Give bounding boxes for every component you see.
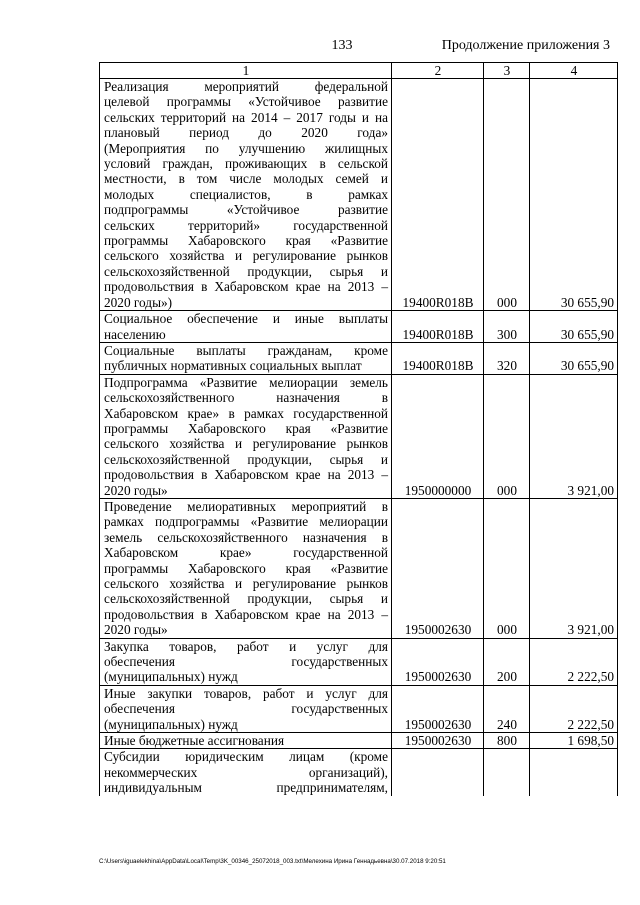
- row-name-line: обеспечения государственных: [104, 654, 388, 670]
- row-name-line: продовольствия в Хабаровском крае на 2013 –: [104, 467, 388, 483]
- row-code-cell: 19400R018B: [392, 79, 484, 311]
- row-name-line: Субсидии юридическим лицам (кроме: [104, 749, 388, 765]
- row-type-cell: 320: [484, 342, 530, 374]
- row-name-line: сельского хозяйства и регулирование рынков: [104, 436, 388, 452]
- footer-file-path: C:\Users\iguaelekhina\AppData\Local\Temp\3K_00346_25072018_003.txt\Мелехина Ирина Геннадьевна\30.07.2018 9:20:51: [99, 858, 446, 865]
- row-name-line: населению: [104, 326, 166, 342]
- table-row: [100, 638, 618, 685]
- row-name-line: Хабаровском крае» государственной: [104, 545, 388, 561]
- row-sum-cell: 3 921,00: [530, 374, 618, 498]
- row-name-line: (муниципальных) нужд: [104, 716, 238, 732]
- row-name-line: программы Хабаровского края «Развитие: [104, 560, 388, 576]
- table-body: [100, 79, 618, 796]
- row-sum-cell: 2 222,50: [530, 638, 618, 685]
- table-row: [100, 79, 618, 311]
- row-name-line: земель сельскохозяйственного назначения в: [104, 529, 388, 545]
- table-row: [100, 374, 618, 498]
- column-header-1: 1: [100, 63, 392, 79]
- row-type-cell: 300: [484, 311, 530, 343]
- row-type-cell: 800: [484, 733, 530, 749]
- row-code-cell: 1950000000: [392, 374, 484, 498]
- row-name-line: программы Хабаровского края «Развитие: [104, 420, 388, 436]
- row-sum-cell: 30 655,90: [530, 79, 618, 311]
- row-name-line: сельских территорий на 2014 – 2017 годы и на: [104, 109, 388, 125]
- row-type-cell: 000: [484, 374, 530, 498]
- table-row: [100, 685, 618, 732]
- table-row: [100, 342, 618, 374]
- row-name-cell: [100, 342, 392, 374]
- row-name-cell: [100, 311, 392, 343]
- budget-table: [99, 62, 618, 796]
- row-name-line: (Мероприятия по улучшению жилищных: [104, 140, 388, 156]
- row-sum-cell: 1 698,50: [530, 733, 618, 749]
- row-name-line: сельского хозяйства и регулирование рынков: [104, 576, 388, 591]
- row-name-line: сельскохозяйственной продукции, сырья и: [104, 263, 388, 279]
- row-name-line: продовольствия в Хабаровском крае на 2013 –: [104, 606, 388, 622]
- column-header-2: 2: [392, 63, 484, 79]
- row-code-cell: 1950002630: [392, 638, 484, 685]
- row-name-cell: [100, 374, 392, 498]
- row-name-line: молодых специалистов, в рамках: [104, 186, 388, 202]
- row-name-line: обеспечения государственных: [104, 701, 388, 717]
- row-name-line: сельского хозяйства и регулирование рынков: [104, 248, 388, 264]
- column-header-3: 3: [484, 63, 530, 79]
- row-name-line: сельскохозяйственной продукции, сырья и: [104, 451, 388, 467]
- row-sum-cell: 30 655,90: [530, 342, 618, 374]
- row-name-line: Подпрограмма «Развитие мелиорации земель: [104, 374, 388, 390]
- row-name-line: публичных нормативных социальных выплат: [104, 358, 362, 374]
- row-name-line: Иные бюджетные ассигнования: [104, 733, 285, 749]
- row-name-line: Социальные выплаты гражданам, кроме: [104, 342, 388, 358]
- row-name-line: Реализация мероприятий федеральной: [104, 79, 388, 94]
- row-sum-cell: 3 921,00: [530, 498, 618, 638]
- row-sum-cell: 2 222,50: [530, 685, 618, 732]
- row-name-line: рамках подпрограммы «Развитие мелиорации: [104, 514, 388, 530]
- row-name-line: программы Хабаровского края «Развитие: [104, 233, 388, 249]
- row-name-line: Закупка товаров, работ и услуг для: [104, 638, 388, 654]
- row-name-cell: [100, 79, 392, 311]
- row-code-cell: 1950002630: [392, 498, 484, 638]
- row-name-line: 2020 годы»: [104, 622, 168, 638]
- page-number: 133: [331, 38, 353, 53]
- row-name-line: продовольствия в Хабаровском крае на 2013 –: [104, 279, 388, 295]
- row-name-line: Иные закупки товаров, работ и услуг для: [104, 685, 388, 701]
- table-row: [100, 498, 618, 638]
- row-name-line: условий граждан, проживающих в сельской: [104, 156, 388, 172]
- row-name-line: Социальное обеспечение и иные выплаты: [104, 311, 388, 327]
- row-name-line: 2020 годы»): [104, 294, 173, 310]
- row-code-cell: 19400R018B: [392, 311, 484, 343]
- row-code-cell: 19400R018B: [392, 342, 484, 374]
- row-sum-cell: [530, 749, 618, 796]
- row-sum-cell: 30 655,90: [530, 311, 618, 343]
- row-name-line: сельскохозяйственной продукции, сырья и: [104, 591, 388, 607]
- row-name-cell: [100, 685, 392, 732]
- appendix-title: Продолжение приложения 3: [441, 38, 610, 53]
- row-name-line: сельскохозяйственного назначения в: [104, 390, 388, 406]
- row-name-line: целевой программы «Устойчивое развитие: [104, 94, 388, 110]
- row-code-cell: 1950002630: [392, 733, 484, 749]
- table-header-row: [100, 63, 618, 79]
- row-name-line: подпрограммы «Устойчивое развитие: [104, 202, 388, 218]
- row-type-cell: 240: [484, 685, 530, 732]
- row-type-cell: [484, 749, 530, 796]
- row-code-cell: 1950002630: [392, 685, 484, 732]
- row-name-cell: [100, 749, 392, 796]
- row-type-cell: 200: [484, 638, 530, 685]
- row-name-line: (муниципальных) нужд: [104, 669, 238, 685]
- table-row: [100, 749, 618, 796]
- table-row: [100, 733, 618, 749]
- row-name-cell: [100, 638, 392, 685]
- table-row: [100, 311, 618, 343]
- row-name-line: Проведение мелиоративных мероприятий в: [104, 498, 388, 514]
- row-name-cell: [100, 733, 392, 749]
- row-type-cell: 000: [484, 498, 530, 638]
- row-code-cell: [392, 749, 484, 796]
- row-name-line: сельских территорий» государственной: [104, 217, 388, 233]
- row-name-line: местности, в том числе молодых семей и: [104, 171, 388, 187]
- row-name-line: Хабаровском крае» в рамках государственной: [104, 405, 388, 421]
- row-type-cell: 000: [484, 79, 530, 311]
- row-name-line: некоммерческих организаций),: [104, 764, 388, 780]
- row-name-line: 2020 годы»: [104, 482, 168, 498]
- row-name-line: индивидуальным предпринимателям,: [104, 780, 388, 796]
- row-name-cell: [100, 498, 392, 638]
- column-header-4: 4: [530, 63, 618, 79]
- row-name-line: плановый период до 2020 года»: [104, 125, 388, 141]
